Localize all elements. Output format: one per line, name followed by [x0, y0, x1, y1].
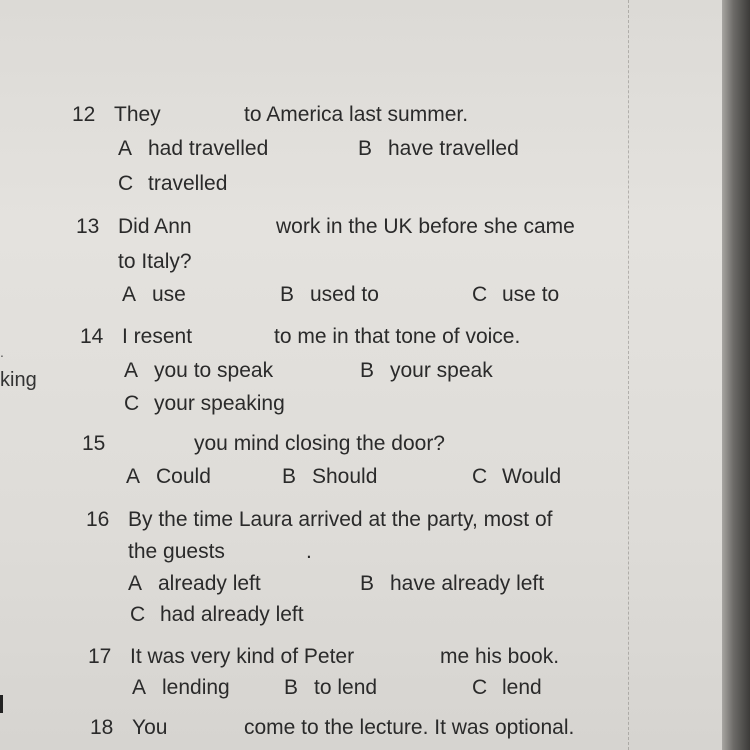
question-number: 17: [88, 645, 112, 668]
option-letter: A: [132, 676, 147, 699]
option-c[interactable]: [472, 466, 561, 487]
option-b[interactable]: [284, 677, 377, 698]
option-b[interactable]: [358, 138, 519, 159]
option-letter: C: [472, 465, 488, 488]
question-number: 14: [80, 325, 104, 348]
option-letter: B: [282, 465, 297, 488]
option-letter: A: [128, 572, 143, 595]
question-stem-continued: you mind closing the door?: [194, 432, 445, 455]
option-letter: B: [284, 676, 299, 699]
margin-mark: [0, 695, 3, 713]
option-c[interactable]: [472, 677, 542, 698]
option-b[interactable]: [280, 284, 379, 305]
option-c[interactable]: [472, 284, 559, 305]
option-text: use: [152, 283, 186, 306]
question-stem: I resent: [122, 325, 193, 348]
option-b[interactable]: [360, 360, 493, 381]
option-b[interactable]: [282, 466, 377, 487]
question-number: 15: [82, 432, 106, 455]
option-letter: C: [472, 283, 488, 306]
question-number: 16: [86, 508, 110, 531]
option-a[interactable]: [126, 466, 211, 487]
question-stem-line2: to Italy?: [118, 250, 192, 273]
page-edge-shadow: [722, 0, 750, 750]
option-text: have travelled: [388, 137, 519, 160]
option-b[interactable]: [360, 573, 544, 594]
option-text: Would: [502, 465, 562, 488]
question-stem-continued: to America last summer.: [244, 103, 469, 126]
margin-dot: .: [0, 344, 4, 360]
option-a[interactable]: [122, 284, 186, 305]
option-text: your speaking: [154, 392, 285, 415]
question-stem: You: [132, 716, 168, 739]
option-letter: A: [126, 465, 141, 488]
option-text: you to speak: [154, 359, 274, 382]
option-a[interactable]: [124, 360, 273, 381]
question-stem-line2: the guests: [128, 540, 225, 563]
question-stem-end: .: [306, 540, 312, 563]
fold-line: [628, 0, 630, 750]
margin-text-fragment: king: [0, 369, 37, 391]
question-stem-continued: me his book.: [440, 645, 560, 668]
option-a[interactable]: [118, 138, 268, 159]
question-stem: It was very kind of Peter: [130, 645, 355, 668]
option-a[interactable]: [132, 677, 230, 698]
question-number: 13: [76, 215, 100, 238]
option-letter: A: [122, 283, 137, 306]
option-text: travelled: [148, 172, 228, 195]
question-stem: By the time Laura arrived at the party, most of: [128, 508, 553, 531]
option-text: have already left: [390, 572, 545, 595]
option-text: lending: [162, 676, 230, 699]
option-text: Could: [156, 465, 211, 488]
option-text: already left: [158, 572, 261, 595]
option-text: Should: [312, 465, 378, 488]
option-c[interactable]: [118, 173, 227, 194]
option-letter: B: [360, 359, 375, 382]
question-stem: They: [114, 103, 161, 126]
option-text: lend: [502, 676, 542, 699]
question-number: 12: [72, 103, 96, 126]
option-text: your speak: [390, 359, 493, 382]
option-letter: B: [280, 283, 295, 306]
question-stem-continued: come to the lecture. It was optional.: [244, 716, 575, 739]
option-letter: A: [124, 359, 139, 382]
question-stem: Did Ann: [118, 215, 192, 238]
option-letter: B: [358, 137, 373, 160]
option-text: used to: [310, 283, 379, 306]
option-letter: A: [118, 137, 133, 160]
option-letter: C: [130, 603, 146, 626]
option-c[interactable]: [124, 393, 285, 414]
option-letter: C: [472, 676, 488, 699]
question-stem-continued: to me in that tone of voice.: [274, 325, 521, 348]
option-letter: C: [118, 172, 134, 195]
option-a[interactable]: [128, 573, 261, 594]
option-letter: C: [124, 392, 140, 415]
option-letter: B: [360, 572, 375, 595]
question-stem-continued: work in the UK before she came: [276, 215, 575, 238]
question-number: 18: [90, 716, 114, 739]
option-text: use to: [502, 283, 560, 306]
option-text: to lend: [314, 676, 378, 699]
option-text: had already left: [160, 603, 304, 626]
option-text: had travelled: [148, 137, 269, 160]
option-c[interactable]: [130, 604, 304, 625]
